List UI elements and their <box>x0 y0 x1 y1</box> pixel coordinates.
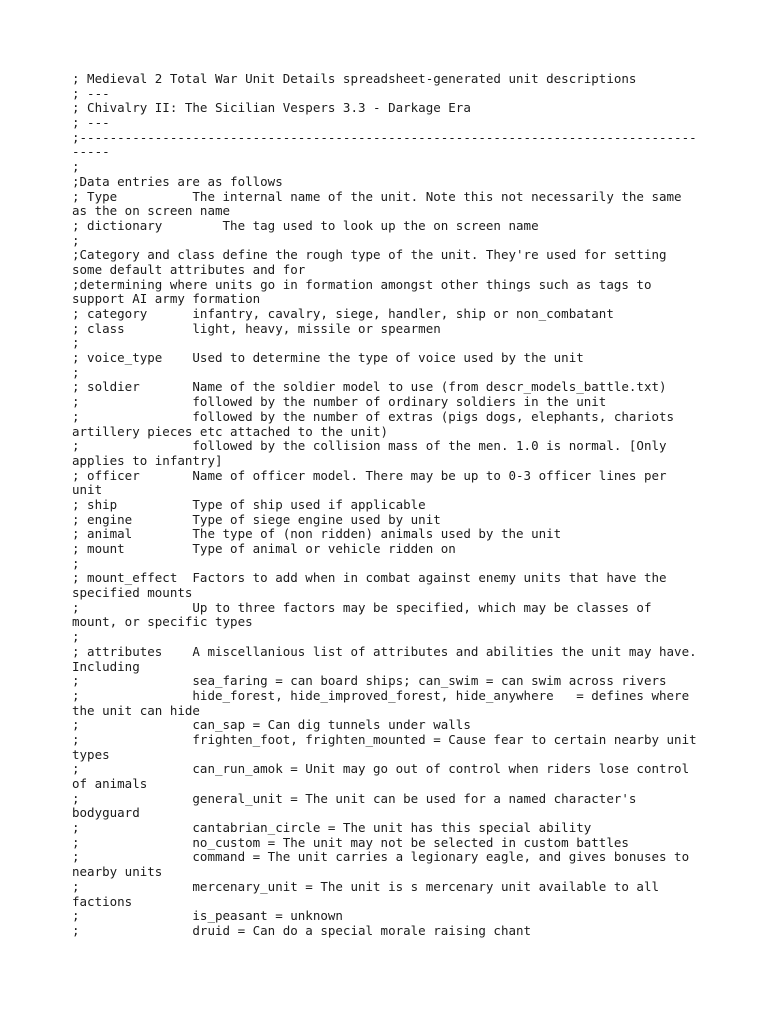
text-line: ; <box>72 159 80 175</box>
text-line: ; voice_type Used to determine the type of voice used by the unit <box>72 350 584 366</box>
text-line: ; Up to three factors may be specified, which may be classes of <box>72 599 652 615</box>
text-line: ; Chivalry II: The Sicilian Vespers 3.3 - Darkage Era <box>72 100 471 116</box>
text-line: ; command = The unit carries a legionary eagle, and gives bonuses to <box>72 849 690 865</box>
text-line: ; engine Type of siege engine used by unit <box>72 511 441 527</box>
text-line: nearby units <box>72 864 163 880</box>
text-line: factions <box>72 893 133 909</box>
text-line: ; druid = Can do a special morale raising chant <box>72 922 532 938</box>
text-line: ; attributes A miscellanious list of attributes and abilities the unit may have. <box>72 643 697 659</box>
text-line: ; followed by the number of extras (pigs dogs, elephants, chariots <box>72 408 675 424</box>
text-line: ; soldier Name of the soldier model to use (from descr_models_battle.txt) <box>72 379 667 395</box>
text-line: ; followed by the collision mass of the men. 1.0 is normal. [Only <box>72 438 667 454</box>
text-line: ; <box>72 335 80 351</box>
text-line: ; --- <box>72 115 110 131</box>
text-line: ; <box>72 364 80 380</box>
text-line: ; mercenary_unit = The unit is s mercenary unit available to all <box>72 878 659 894</box>
text-line: ; officer Name of officer model. There may be up to 0-3 officer lines per <box>72 467 667 483</box>
text-line: artillery pieces etc attached to the unit) <box>72 423 389 439</box>
text-line: ----- <box>72 144 110 160</box>
text-line: as the on screen name <box>72 203 231 219</box>
text-line: types <box>72 746 110 762</box>
text-line: ; class light, heavy, missile or spearmen <box>72 320 441 336</box>
text-line: unit <box>72 482 103 498</box>
text-line: ; can_sap = Can dig tunnels under walls <box>72 717 471 733</box>
text-line: ; hide_forest, hide_improved_forest, hide_anywhere = defines where <box>72 687 690 703</box>
text-line: ; Type The internal name of the unit. Note this not necessarily the same <box>72 188 682 204</box>
text-line: ; <box>72 555 80 571</box>
text-line: the unit can hide <box>72 702 200 718</box>
text-line: ; category infantry, cavalry, siege, handler, ship or non_combatant <box>72 306 614 321</box>
text-line: ; --- <box>72 85 110 101</box>
text-line: ; can_run_amok = Unit may go out of control when riders lose control <box>72 761 690 777</box>
text-line: applies to infantry] <box>72 452 223 468</box>
document-page <box>72 72 712 939</box>
text-line: bodyguard <box>72 805 140 821</box>
text-line: specified mounts <box>72 585 193 601</box>
text-line: ; ship Type of ship used if applicable <box>72 496 426 512</box>
text-line: ; Medieval 2 Total War Unit Details spreadsheet-generated unit descriptions <box>72 71 637 86</box>
text-line: Including <box>72 658 140 674</box>
text-line: ;determining where units go in formation amongst other things such as tags to <box>72 276 652 292</box>
text-line: ; frighten_foot, frighten_mounted = Cause fear to certain nearby unit <box>72 731 697 747</box>
text-line: ;Data entries are as follows <box>72 173 283 189</box>
text-line: ; cantabrian_circle = The unit has this special ability <box>72 820 592 836</box>
text-line: ; mount Type of animal or vehicle ridden on <box>72 541 456 556</box>
text-line: ; animal The type of (non ridden) animals used by the unit <box>72 526 562 542</box>
text-line: support AI army formation <box>72 291 261 307</box>
text-line: ;---------------------------------------------------------------------------------- <box>72 129 697 145</box>
text-line: ; dictionary The tag used to look up the on screen name <box>72 217 539 233</box>
text-line: ; followed by the number of ordinary soldiers in the unit <box>72 394 607 410</box>
text-line: mount, or specific types <box>72 614 253 630</box>
text-line: ; general_unit = The unit can be used for a named character's <box>72 790 637 806</box>
text-line: ; no_custom = The unit may not be selected in custom battles <box>72 834 629 850</box>
text-line: some default attributes and for <box>72 261 306 277</box>
text-line: ; <box>72 629 80 645</box>
text-line: ; mount_effect Factors to add when in combat against enemy units that have the <box>72 570 667 586</box>
text-line: ;Category and class define the rough type of the unit. They're used for setting <box>72 247 667 263</box>
text-line: ; <box>72 232 80 248</box>
text-line: of animals <box>72 776 148 791</box>
text-line: ; sea_faring = can board ships; can_swim = can swim across rivers <box>72 673 667 689</box>
text-line: ; is_peasant = unknown <box>72 908 343 924</box>
